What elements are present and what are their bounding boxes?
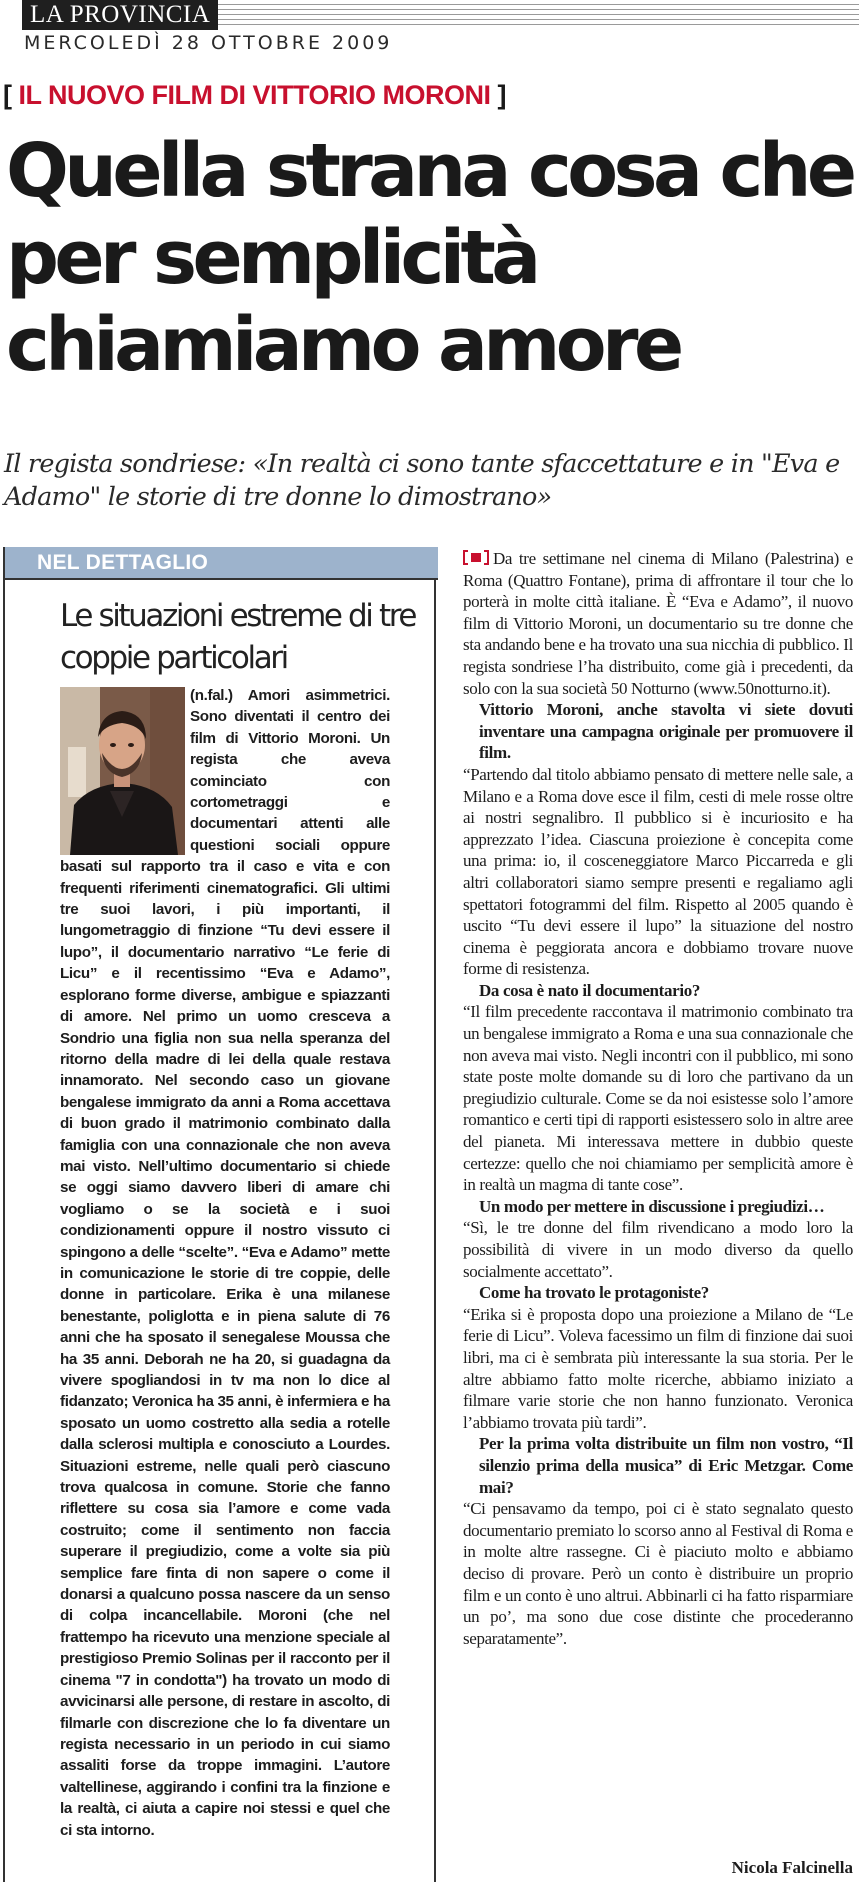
- headline: Quella strana cosa che per semplicità chiamiamo amore: [6, 128, 853, 388]
- photo-spacer: [60, 685, 190, 855]
- kicker-text: IL NUOVO FILM DI VITTORIO MORONI: [18, 80, 491, 110]
- answer-3: “Sì, le tre donne del film rivendicano a modo loro la possibilità di vivere in un modo diverso da quello socialmente accettato”.: [463, 1218, 853, 1281]
- byline: Nicola Falcinella: [731, 1858, 853, 1877]
- answer-5: “Ci pensavamo da tempo, poi ci è stato segnalato questo documentario premiato lo scorso anno al Festival di Roma e in molte altre rassegne. Ci è piaciuto molto e abbiamo deciso di provare. Però un conto è distribuire un proprio film e un conto è uno altrui. Abbinarli ci ha fatto risparmiare un po’, ma sono due cose distinte che procederanno separatamente”.: [463, 1499, 853, 1648]
- article-column: [463, 548, 853, 1649]
- sidebar-title: Le situazioni estreme di tre coppie particolari: [60, 598, 416, 676]
- masthead-rules: [218, 4, 859, 26]
- dateline: MERCOLEDÌ 28 OTTOBRE 2009: [24, 32, 393, 54]
- sidebar-box: [3, 547, 436, 1882]
- article-lead: [463, 548, 853, 699]
- kicker-open-bracket: [: [3, 80, 12, 110]
- question-3: Un modo per mettere in discussione i pregiudizi…: [479, 1196, 825, 1216]
- subhead: Il regista sondriese: «In realtà ci sono tante sfaccettature e in "Eva e Adamo" le storie di tre donne lo dimostrano»: [4, 449, 840, 512]
- article-lead-text: Da tre settimane nel cinema di Milano (Palestrina) e Roma (Quattro Fontane), prima di affrontare il tour che lo porterà in molte città italiane. È “Eva e Adamo”, il nuovo film di Vittorio Moroni, un documentario su tre donne che sta andando bene e ha trovato una sua nicchia di pubblico. Il regista sondriese l’ha distribuito, come già i precedenti, da solo con la sua società 50 Notturno (www.50notturno.it).: [463, 549, 853, 698]
- sidebar-tab: NEL DETTAGLIO: [5, 547, 438, 580]
- answer-1: “Partendo dal titolo abbiamo pensato di mettere nelle sale, a Milano e a Roma dove esce il film, cesti di mele rosse oltre ai nostri segnalibro. Il pubblico si è incuriosito e ha apprezzato l’idea. Ciascuna proiezione è concepita come una prima: io, il cosceneggiatore Marco Piccarreda e gli altri collaboratori siamo sempre presenti e regaliamo agli spettatori fotogrammi del film. Rispetto al 2005 quando è uscito “Tu devi essere il lupo” la situazione del nostro cinema è peggiorata ancora e dobbiamo trovare nuove forme di resistenza.: [463, 764, 853, 979]
- newspaper-logo: LA PROVINCIA: [22, 0, 218, 30]
- sidebar-body-text: (n.fal.) Amori asimmetrici. Sono diventati il centro dei film di Vittorio Moroni. Un regista che aveva cominciato con cortometraggi e documentari attenti alle questioni sociali oppure basati sul rapporto tra il caso e vita e con frequenti riferimenti cinematografici. Gli ultimi tre suoi lavori, i più importanti, il lungometraggio di finzione “Tu devi essere il lupo”, il documentario narrativo “Le ferie di Licu” e il recentissimo “Eva e Adamo”, esplorano forme diverse, ambigue e spiazzanti di amore. Nel primo un uomo cresceva a Sondrio una figlia non sua nella speranza del ritorno della madre di lei della quale restava innamorato. Nel secondo caso un giovane bengalese immigrato da anni a Roma accettava di buon grado il matrimonio combinato dalla famiglia con una connazionale che non aveva mai visto. Nell’ultimo documentario si chiede se oggi siamo davvero liberi di amare chi vogliamo o se la società e i suoi condizionamenti oppure il nostro vissuto ci spingono a delle “scelte”. “Eva e Adamo” mette in comunicazione le storie di tre coppie, delle donne in particolare. Erika è una milanese benestante, poliglotta e in piena salute di 76 anni che ha sposato il senegalese Moussa che ha 35 anni. Deborah ne ha 20, si guadagna da vivere spogliandosi in tv ma non lo dice al fidanzato; Veronica ha 35 anni, è infermiera e ha sposato un uomo costretto alla sedia a rotelle dalla sclerosi multipla e conosciuto a Lourdes. Situazioni estreme, nelle quali però ciascuno trova qualcosa in comune. Storie che fanno riflettere su cosa sia l’amore e come vada costruito; come il sentimento non faccia superare il pregiudizio, come a volte sia più semplice fare finta di non sapere o come il donarsi a qualcuno possa nascere da un senso di colpa incancellabile. Moroni (che nel frattempo ha ricevuto una menzione speciale al prestigioso Premio Solinas per il racconto per il cinema "7 in condotta") ha trovato un modo di avvicinarsi alle persone, di restare in ascolto, di filmarle con discrezione che lo fa diventare un regista necessario in un periodo in cui siamo assaliti forse da troppe immagini. L’autore valtellinese, aggirando i confini tra la finzione e la realtà, ci aiuta a capire noi stessi e quel che ci sta intorno.: [60, 687, 390, 1839]
- kicker: [3, 80, 506, 111]
- answer-2: “Il film precedente raccontava il matrimonio combinato tra un bengalese immigrato a Roma e una sua connazionale che non aveva mai visto. Negli incontri con il pubblico, mi sono state poste molte domande su di loro che partivano da un pregiudizio culturale. Come se da noi esistesse solo l’amore romantico e certi tipi di rapporti esistessero solo in altre aree del pianeta. Mi interessava mettere in dubbio queste certezze: quello che noi chiamiamo per semplicità amore è in realtà un magma di tante cose”.: [463, 1002, 853, 1195]
- answer-4: “Erika si è proposta dopo una proiezione a Milano de “Le ferie di Licu”. Voleva facessimo un film di finzione dai suoi libri, ma ci è sembrata più interessante la sua storia. Per le altre abbiamo fatto molte ricerche, abbiamo iniziato a filmare varie storie che non hanno funzionato. Veronica l’abbiamo trovata più tardi”.: [463, 1304, 853, 1432]
- section-bullet-icon: [463, 550, 489, 565]
- question-4: Come ha trovato le protagoniste?: [479, 1283, 709, 1303]
- question-1: Vittorio Moroni, anche stavolta vi siete dovuti inventare una campagna originale per promuovere il film.: [479, 700, 853, 763]
- sidebar-body: [60, 685, 390, 1841]
- question-2: Da cosa è nato il documentario?: [479, 980, 700, 1000]
- kicker-close-bracket: ]: [497, 80, 507, 110]
- question-5: Per la prima volta distribuite un film non vostro, “Il silenzio prima della musica” di Eric Metzgar. Come mai?: [479, 1434, 853, 1497]
- masthead: [0, 0, 859, 30]
